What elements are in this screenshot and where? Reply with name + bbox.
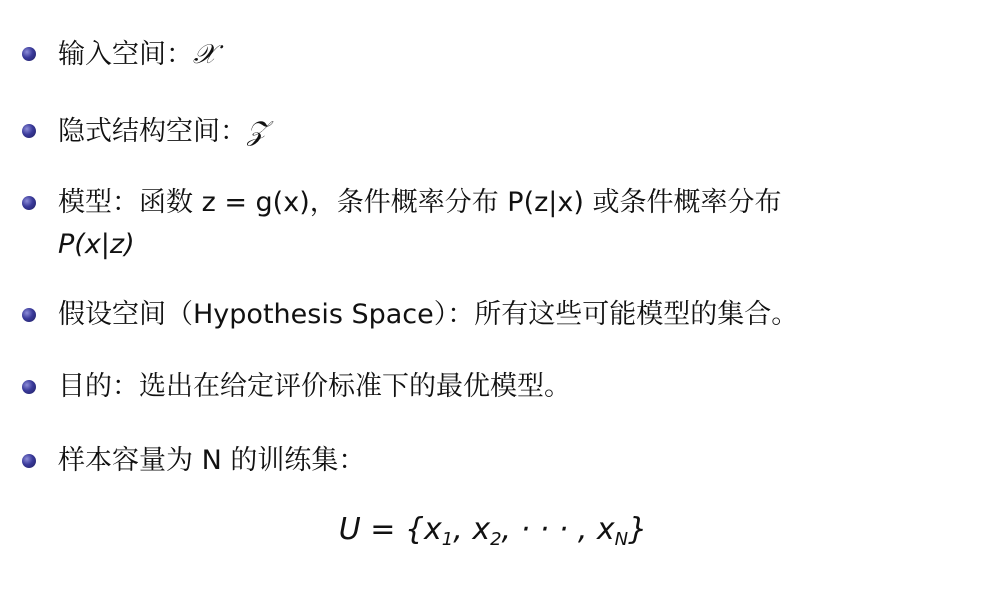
eq-sub-n: N [614,529,629,550]
eq-lhs: U = {x [338,512,442,547]
item-text: P(x|z) [58,229,135,260]
eq-end: } [628,512,648,547]
eq-mid-2: , · · · , x [501,512,615,547]
item-text: 样本容量为 N 的训练集： [58,445,366,476]
bullet-icon [22,380,36,394]
bullet-icon [22,124,36,138]
bullet-icon [22,454,36,468]
item-input-space [58,38,216,72]
item-model [58,186,782,220]
bullet-icon [22,196,36,210]
item-latent-space [58,115,268,149]
item-symbol: 𝒳 [193,39,217,70]
item-text: 隐式结构空间： [58,116,247,147]
eq-mid-1: , x [453,512,491,547]
training-set-equation [0,510,986,560]
item-training-set [58,444,365,478]
item-text: 模型：函数 z = g(x)，条件概率分布 P(z|x) 或条件概率分布 [58,187,782,218]
item-goal [58,370,571,404]
item-model-continuation [58,228,135,262]
bullet-icon [22,47,36,61]
item-text: 假设空间（Hypothesis Space）：所有这些可能模型的集合。 [58,299,799,330]
item-hypothesis-space [58,298,798,332]
eq-sub-1: 1 [441,529,454,550]
item-text: 目的：选出在给定评价标准下的最优模型。 [58,371,571,402]
eq-sub-2: 2 [490,529,502,550]
bullet-icon [22,308,36,322]
item-text: 输入空间： [58,39,193,70]
item-symbol: 𝒵 [247,116,268,147]
